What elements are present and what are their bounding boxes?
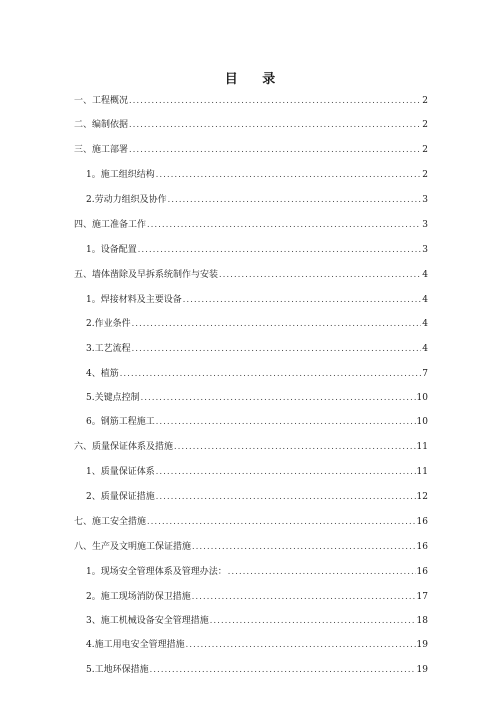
toc-entry bbox=[86, 293, 428, 307]
toc-dot-leader bbox=[183, 293, 422, 307]
toc-dot-leader bbox=[129, 94, 421, 108]
toc-entry-page: 7 bbox=[422, 369, 428, 379]
toc-entry-label: 4、植筋 bbox=[86, 369, 119, 379]
toc-dot-leader bbox=[192, 590, 416, 604]
toc-entry-page: 11 bbox=[416, 467, 428, 477]
toc-dot-leader bbox=[147, 515, 416, 529]
toc-entry-label: 3.工艺流程 bbox=[86, 344, 131, 354]
toc-entry-label: 一、工程概况 bbox=[74, 96, 129, 106]
toc-dot-leader bbox=[141, 391, 416, 405]
toc-entry-page: 16 bbox=[416, 567, 428, 577]
toc-entry-label: 1。焊接材料及主要设备 bbox=[86, 295, 182, 305]
toc-entry-page: 12 bbox=[416, 492, 428, 502]
toc-entry-label: 2。施工现场消防保卫措施 bbox=[86, 592, 191, 602]
toc-entry bbox=[74, 540, 428, 554]
toc-title: 目 录 bbox=[224, 72, 286, 87]
toc-entry-page: 4 bbox=[422, 270, 428, 280]
toc-dot-leader bbox=[129, 118, 421, 132]
toc-dot-leader bbox=[192, 540, 416, 554]
toc-dot-leader bbox=[168, 193, 422, 207]
toc-dot-leader bbox=[138, 243, 422, 257]
toc-entry bbox=[86, 614, 428, 628]
toc-entry-page: 16 bbox=[416, 542, 428, 552]
toc-entry bbox=[86, 342, 428, 356]
toc-entry-page: 4 bbox=[422, 295, 428, 305]
toc-entry-page: 16 bbox=[416, 517, 428, 527]
toc-entry bbox=[86, 243, 428, 257]
toc-entry-page: 19 bbox=[416, 640, 428, 650]
toc-dot-leader bbox=[210, 614, 416, 628]
toc-entry-page: 4 bbox=[422, 319, 428, 329]
toc-entry bbox=[74, 440, 428, 454]
toc-dot-leader bbox=[174, 440, 416, 454]
toc-entry-label: 八、生产及文明施工保证措施 bbox=[74, 542, 192, 552]
toc-entry-label: 3、施工机械设备安全管理措施 bbox=[86, 616, 209, 626]
toc-entry-label: 2.劳动力组织及协作 bbox=[86, 195, 167, 205]
toc-dot-leader bbox=[120, 367, 422, 381]
toc-dot-leader bbox=[147, 218, 421, 232]
toc-dot-leader bbox=[156, 465, 416, 479]
toc-dot-leader bbox=[132, 317, 422, 331]
toc-entry-page: 11 bbox=[416, 442, 428, 452]
toc-entry bbox=[86, 317, 428, 331]
toc-entry bbox=[74, 218, 428, 232]
toc-entry-label: 5.工地环保措施 bbox=[86, 665, 149, 675]
toc-entry bbox=[86, 490, 428, 504]
toc-entry-label: 二、编制依据 bbox=[74, 120, 129, 130]
toc-entry bbox=[74, 268, 428, 282]
toc-dot-leader bbox=[156, 415, 416, 429]
toc-entry-page: 2 bbox=[422, 170, 428, 180]
toc-entry bbox=[74, 94, 428, 108]
toc-entry bbox=[74, 515, 428, 529]
toc-entry-label: 4.施工用电安全管理措施 bbox=[86, 640, 185, 650]
toc-entry-label: 2、质量保证措施 bbox=[86, 492, 155, 502]
toc-dot-leader bbox=[156, 490, 416, 504]
toc-entry bbox=[74, 118, 428, 132]
toc-entry bbox=[86, 590, 428, 604]
toc-entry bbox=[86, 168, 428, 182]
toc-entry-page: 2 bbox=[422, 145, 428, 155]
toc-dot-leader bbox=[156, 168, 422, 182]
toc-entry-page: 17 bbox=[416, 592, 428, 602]
toc-entry-page: 19 bbox=[416, 665, 428, 675]
toc-entry-label: 1、质量保证体系 bbox=[86, 467, 155, 477]
toc-entry-label: 三、施工部署 bbox=[74, 145, 129, 155]
toc-entry bbox=[86, 415, 428, 429]
toc-dot-leader bbox=[150, 663, 416, 677]
toc-entry-page: 10 bbox=[416, 393, 428, 403]
toc-entry-page: 2 bbox=[422, 96, 428, 106]
toc-entry-label: 5.关键点控制 bbox=[86, 393, 140, 403]
toc-entry-label: 1。施工组织结构 bbox=[86, 170, 155, 180]
toc-entry-page: 3 bbox=[422, 220, 428, 230]
toc-entry bbox=[86, 367, 428, 381]
toc-entry-label: 6。钢筋工程施工 bbox=[86, 417, 155, 427]
toc-entry-page: 3 bbox=[422, 245, 428, 255]
toc-entry bbox=[86, 663, 428, 677]
toc-dot-leader bbox=[219, 268, 421, 282]
toc-entry-page: 2 bbox=[422, 120, 428, 130]
toc-entry-label: 五、墙体凿除及早拆系统制作与安装 bbox=[74, 270, 219, 280]
toc-entry-label: 1。现场安全管理体系及管理办法： bbox=[86, 567, 227, 577]
toc-entry-page: 18 bbox=[416, 616, 428, 626]
toc-entry-label: 七、施工安全措施 bbox=[74, 517, 147, 527]
toc-entry-label: 1。设备配置 bbox=[86, 245, 137, 255]
toc-entry bbox=[86, 638, 428, 652]
toc-entry-label: 四、施工准备工作 bbox=[74, 220, 147, 230]
toc-entry-page: 10 bbox=[416, 417, 428, 427]
toc-entry-label: 2.作业条件 bbox=[86, 319, 131, 329]
toc-dot-leader bbox=[186, 638, 416, 652]
toc-dot-leader bbox=[129, 143, 421, 157]
toc-entry bbox=[86, 391, 428, 405]
toc-entry bbox=[74, 143, 428, 157]
toc-entry-label: 六、质量保证体系及措施 bbox=[74, 442, 174, 452]
toc-entry-page: 4 bbox=[422, 344, 428, 354]
toc-dot-leader bbox=[228, 565, 416, 579]
toc-entry-page: 3 bbox=[422, 195, 428, 205]
toc-entry bbox=[86, 465, 428, 479]
toc-entry bbox=[86, 565, 428, 579]
toc-entry bbox=[86, 193, 428, 207]
toc-dot-leader bbox=[132, 342, 422, 356]
